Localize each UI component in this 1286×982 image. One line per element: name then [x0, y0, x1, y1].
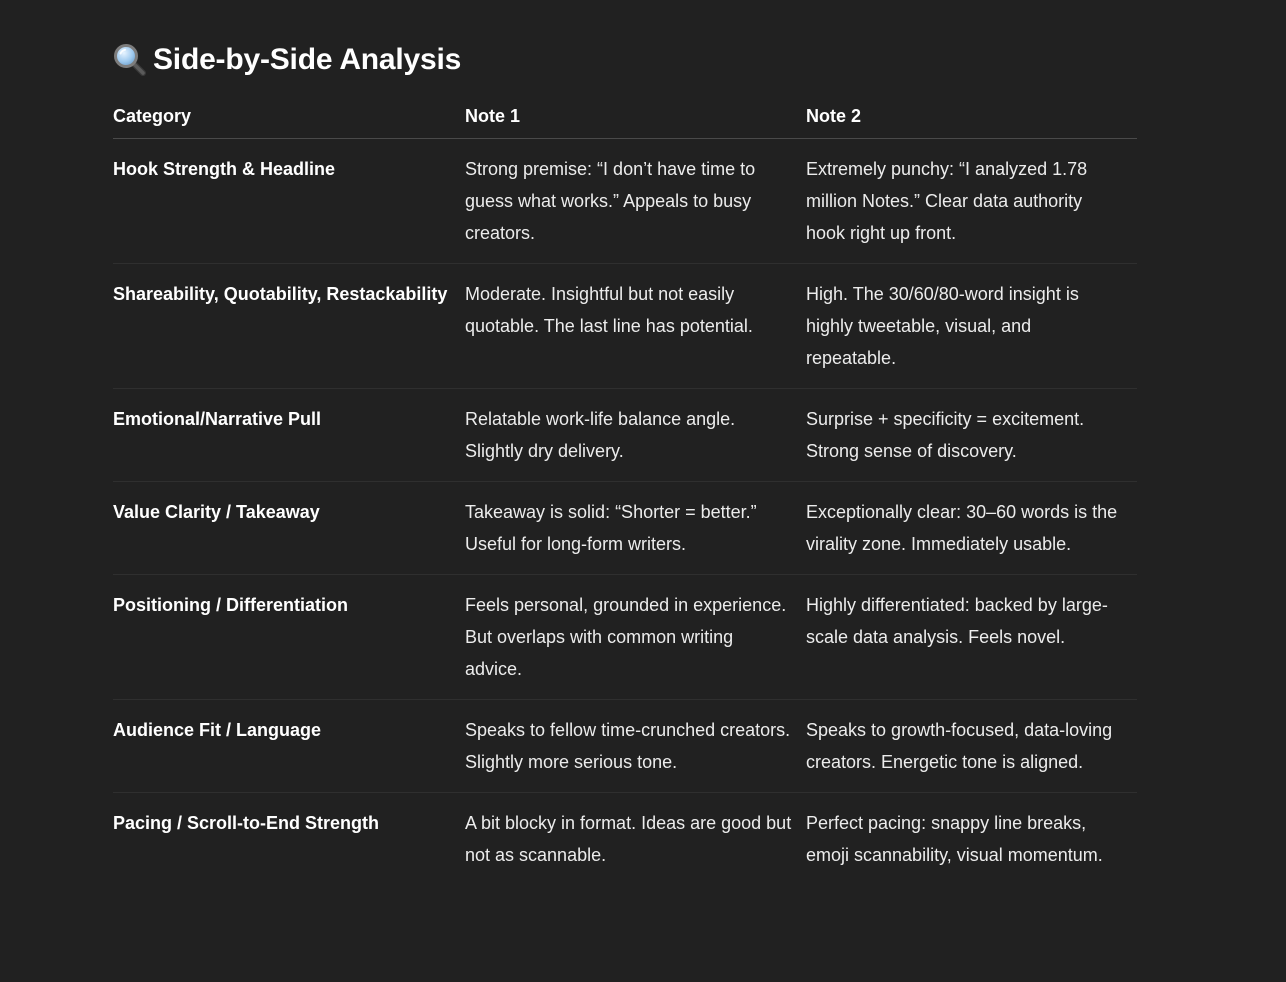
section-title: Side-by-Side Analysis [153, 43, 462, 76]
row-note-1: Feels personal, grounded in experience. But overlaps with common writing advice. [465, 575, 806, 700]
row-note-1: Takeaway is solid: “Shorter = better.” Useful for long-form writers. [465, 482, 806, 575]
row-category: Emotional/Narrative Pull [113, 389, 465, 482]
column-header-note-2: Note 2 [806, 95, 1137, 139]
row-category: Shareability, Quotability, Restackability [113, 264, 465, 389]
row-category: Hook Strength & Headline [113, 139, 465, 264]
table-row [113, 575, 1137, 700]
column-header-category: Category [113, 95, 465, 139]
row-note-2: Speaks to growth-focused, data-loving creators. Energetic tone is aligned. [806, 700, 1137, 793]
table-row [113, 482, 1137, 575]
row-note-1: Strong premise: “I don’t have time to guess what works.” Appeals to busy creators. [465, 139, 806, 264]
row-note-2: Extremely punchy: “I analyzed 1.78 million Notes.” Clear data authority hook right up front. [806, 139, 1137, 264]
row-note-2: Surprise + specificity = excitement. Strong sense of discovery. [806, 389, 1137, 482]
row-category: Positioning / Differentiation [113, 575, 465, 700]
row-note-1: Speaks to fellow time-crunched creators. Slightly more serious tone. [465, 700, 806, 793]
table-row [113, 700, 1137, 793]
row-note-2: High. The 30/60/80-word insight is highly tweetable, visual, and repeatable. [806, 264, 1137, 389]
row-category: Value Clarity / Takeaway [113, 482, 465, 575]
row-category: Pacing / Scroll-to-End Strength [113, 813, 380, 833]
table-row [113, 139, 1137, 264]
row-note-1: Relatable work-life balance angle. Slightly dry delivery. [465, 389, 806, 482]
row-note-1: Moderate. Insightful but not easily quotable. The last line has potential. [465, 264, 806, 389]
magnifying-glass-icon [113, 43, 147, 77]
row-note-2: Highly differentiated: backed by large-scale data analysis. Feels novel. [806, 575, 1137, 700]
row-category: Audience Fit / Language [113, 700, 465, 793]
table-row [113, 389, 1137, 482]
row-note-2: Exceptionally clear: 30–60 words is the virality zone. Immediately usable. [806, 482, 1137, 575]
table-header-row [113, 95, 1137, 139]
row-note-2: Perfect pacing: snappy line breaks, emoji scannability, visual momentum. [806, 813, 1103, 865]
table-row [113, 264, 1137, 389]
table-row [113, 793, 1137, 886]
row-note-1: A bit blocky in format. Ideas are good but not as scannable. [465, 813, 792, 865]
column-header-note-1: Note 1 [465, 95, 806, 139]
section-heading [113, 38, 461, 82]
comparison-table [113, 95, 1137, 885]
